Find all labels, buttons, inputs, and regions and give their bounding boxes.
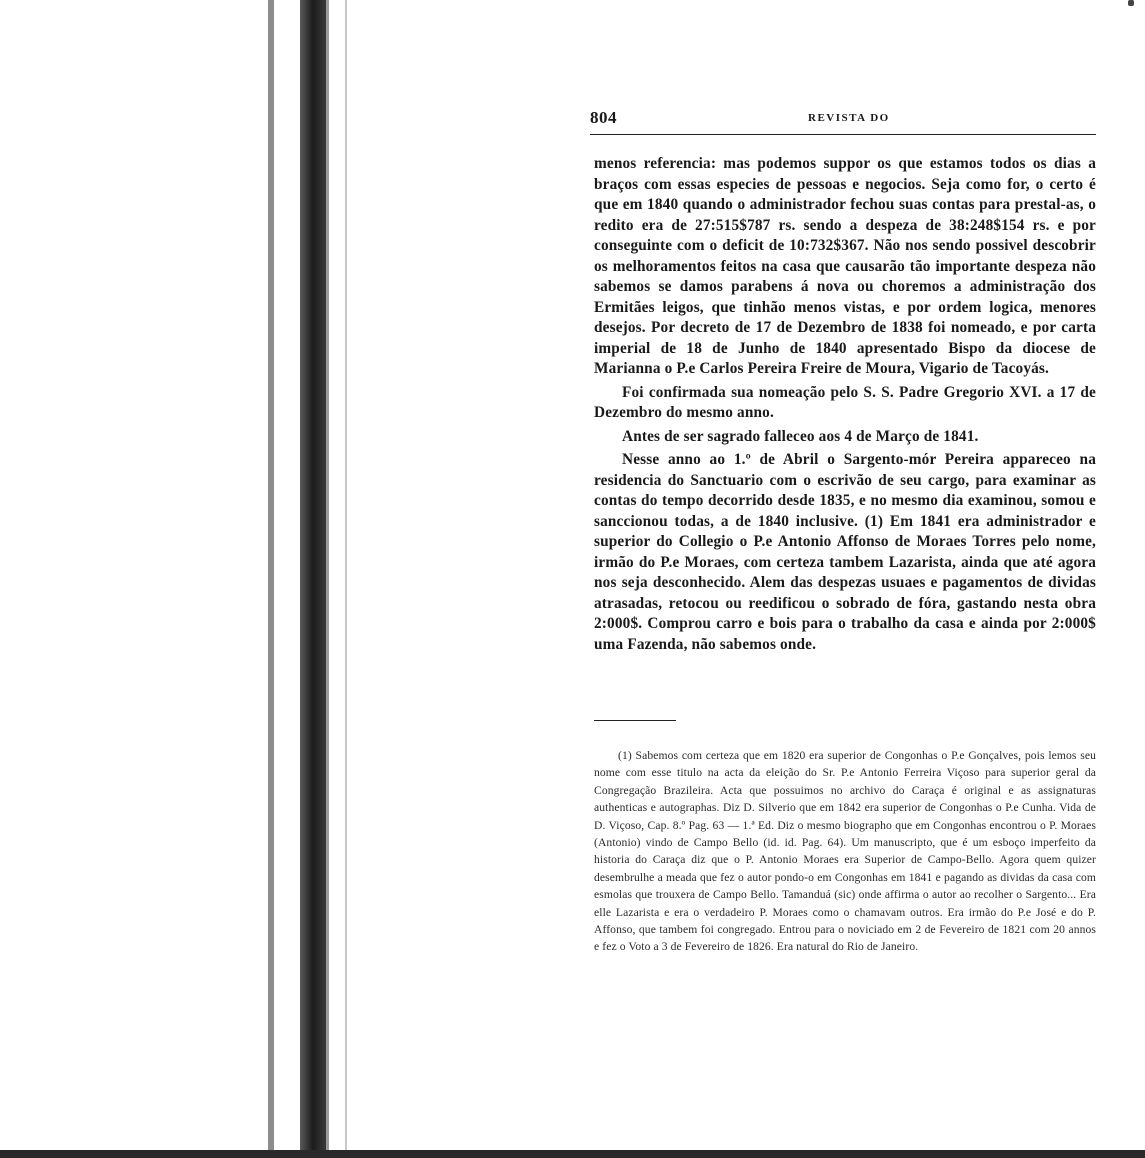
gutter-edge-line (326, 0, 329, 1158)
header-rule (590, 134, 1096, 135)
main-text (594, 154, 1096, 655)
page-header (590, 108, 1096, 132)
paragraph: Antes de ser sagrado falleceo aos 4 de Março de 1841. (622, 427, 979, 445)
footnote-text: (1) Sabemos com certeza que em 1820 era superior de Congonhas o P.e Gonçalves, pois lemos seu nome com esse titulo na acta da eleição do Sr. P.e Antonio Ferreira Viçoso para superior geral da Congregação Brazileira. Acta que possuimos no archivo do Caraça é original e as assignaturas authenticas e autographas. Diz D. Silverio que em 1842 era superior de Congonhas o P.e Cunha. Vida de D. Viçoso, Cap. 8.º Pag. 63 — 1.ª Ed. Diz o mesmo biographo que em Congonhas encontrou o P. Moraes (Antonio) vindo de Campo Bello (id. id. Pag. 64). Um manuscripto, que é um esboço imperfeito da historia do Caraça diz que o P. Antonio Moraes era Superior de Campo-Bello. Agora quem quizer desembrulhe a meada que fez o autor pondo-o em Congonhas em 1841 e pagando as dividas da casa com esmolas que trouxera de Campo Bello. Tamanduá (sic) onde affirma o autor ao recolher o Sargento... Era elle Lazarista e era o verdadeiro P. Moraes como o chamavam outros. Era irmão do P.e José e do P. Affonso, que tambem foi congregado. Entrou para o noviciado em 2 de Fevereiro de 1821 com 20 annos e fez o Voto a 3 de Fevereiro de 1826. Era natural do Rio de Janeiro. (594, 749, 1096, 954)
paragraph: menos referencia: mas podemos suppor os que estamos todos os dias a braços com essas especies de pessoas e negocios. Seja como for, o certo é que em 1840 quando o administrador fechou suas contas para prestal-as, o redito era de 27:515$787 rs. sendo a despeza de 38:248$154 rs. e por conseguinte com o deficit de 10:732$367. Não nos sendo possivel descobrir os melhoramentos feitos na casa que causarão tão importante despeza não sabemos se damos parabens á nova ou choremos a administração dos Ermitães leigos, que tinhão menos vistas, e por ordem logica, menores desejos. Por decreto de 17 de Dezembro de 1838 foi nomeado, e por carta imperial de 18 de Junho de 1840 apresentado Bispo da diocese de Marianna o P.e Carlos Pereira Freire de Moura, Vigario de Tacoyás. (594, 155, 1096, 377)
footnote (594, 747, 1096, 956)
running-title: REVISTA DO (808, 112, 890, 124)
scan-corner-mark (1128, 0, 1134, 6)
paragraph: Foi confirmada sua nomeação pelo S. S. Padre Gregorio XVI. a 17 de Dezembro do mesmo anno. (594, 383, 1096, 421)
book-gutter-shadow (268, 0, 274, 1158)
paragraph: Nesse anno ao 1.º de Abril o Sargento-mór Pereira appareceo na residencia do Sanctuario com o escrivão de seu cargo, para examinar as contas do tempo decorrido desde 1835, e no mesmo dia examinou, somou e sanccionou todas, a de 1840 inclusive. (1) Em 1841 era administrador e superior do Collegio o P.e Antonio Affonso de Moraes Torres pelo nome, irmão do P.e Moraes, com certeza tambem Lazarista, ainda que até agora nos seja desconhecido. Alem das despezas usuaes e pagamentos de dividas atrasadas, retocou ou reedificou o sobrado de fóra, gastando nesta obra 2:000$. Comprou carro e bois para o trabalho da casa e ainda por 2:000$ uma Fazenda, não sabemos onde. (594, 451, 1096, 653)
footnote-rule (594, 720, 676, 721)
gutter-faint-line (345, 0, 347, 1158)
page-number: 804 (590, 108, 617, 127)
page-bottom-edge (0, 1150, 1145, 1158)
book-spine-gutter (300, 0, 326, 1158)
